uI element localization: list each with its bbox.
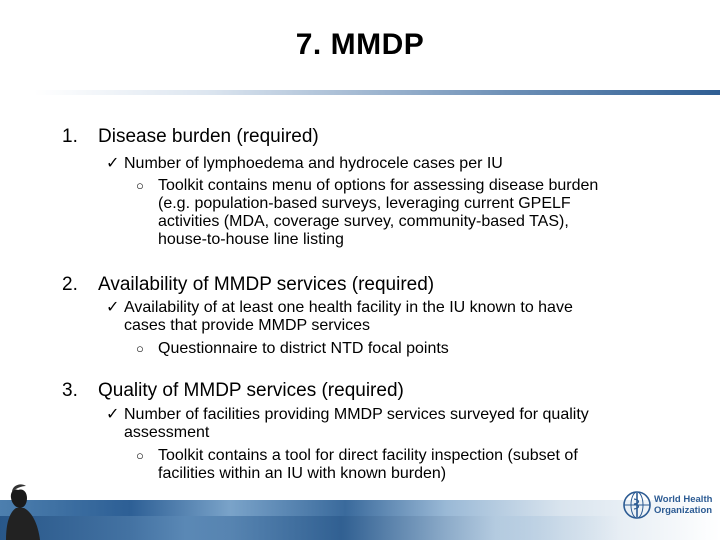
section-number: 2. bbox=[62, 274, 78, 295]
circle-bullet-icon: ○ bbox=[136, 178, 144, 193]
circle-bullet-icon: ○ bbox=[136, 448, 144, 463]
footer-band-shade bbox=[0, 516, 620, 540]
who-name-line1: World Health bbox=[654, 494, 713, 505]
sub-item bbox=[136, 340, 696, 358]
section-heading-text: Availability of MMDP services (required) bbox=[98, 274, 435, 295]
section-number: 1. bbox=[62, 126, 78, 147]
who-name-line2: Organization bbox=[654, 505, 713, 516]
sub-text-line: Toolkit contains a tool for direct facility inspection (subset of bbox=[158, 447, 578, 464]
sub-item bbox=[136, 177, 696, 249]
section-heading-text: Quality of MMDP services (required) bbox=[98, 380, 404, 401]
checkmark-icon: ✓ bbox=[106, 299, 120, 316]
checkmark-icon: ✓ bbox=[106, 406, 120, 423]
who-name bbox=[654, 494, 712, 516]
check-item bbox=[106, 299, 706, 335]
check-text: assessment bbox=[124, 424, 210, 441]
check-text: Number of lymphoedema and hydrocele cases per IU bbox=[124, 155, 503, 172]
section-heading-3 bbox=[62, 380, 404, 402]
sub-text-line: activities (MDA, coverage survey, community-based TAS), bbox=[158, 213, 569, 230]
woman-silhouette-icon bbox=[0, 478, 60, 540]
section-heading-2 bbox=[62, 274, 434, 296]
check-item bbox=[106, 155, 706, 173]
sub-text-line: facilities within an IU with known burden) bbox=[158, 465, 447, 482]
check-text: Number of facilities providing MMDP services surveyed for quality bbox=[124, 406, 589, 423]
slide-title: 7. MMDP bbox=[295, 28, 425, 61]
section-number: 3. bbox=[62, 380, 78, 401]
section-heading-text: Disease burden (required) bbox=[98, 126, 319, 147]
footer-band bbox=[0, 478, 720, 540]
who-logo bbox=[620, 488, 716, 528]
section-heading-1 bbox=[62, 126, 319, 148]
circle-bullet-icon: ○ bbox=[136, 341, 144, 356]
title-divider bbox=[34, 90, 720, 95]
checkmark-icon: ✓ bbox=[106, 155, 120, 172]
check-item bbox=[106, 406, 706, 442]
who-emblem-icon bbox=[622, 490, 652, 520]
sub-text-line: (e.g. population-based surveys, leveraging current GPELF bbox=[158, 195, 571, 212]
check-text: cases that provide MMDP services bbox=[124, 317, 371, 334]
sub-text-line: house-to-house line listing bbox=[158, 231, 344, 248]
sub-text-line: Questionnaire to district NTD focal points bbox=[158, 340, 449, 357]
sub-text-line: Toolkit contains menu of options for assessing disease burden bbox=[158, 177, 599, 194]
check-text: Availability of at least one health facility in the IU known to have bbox=[124, 299, 573, 316]
